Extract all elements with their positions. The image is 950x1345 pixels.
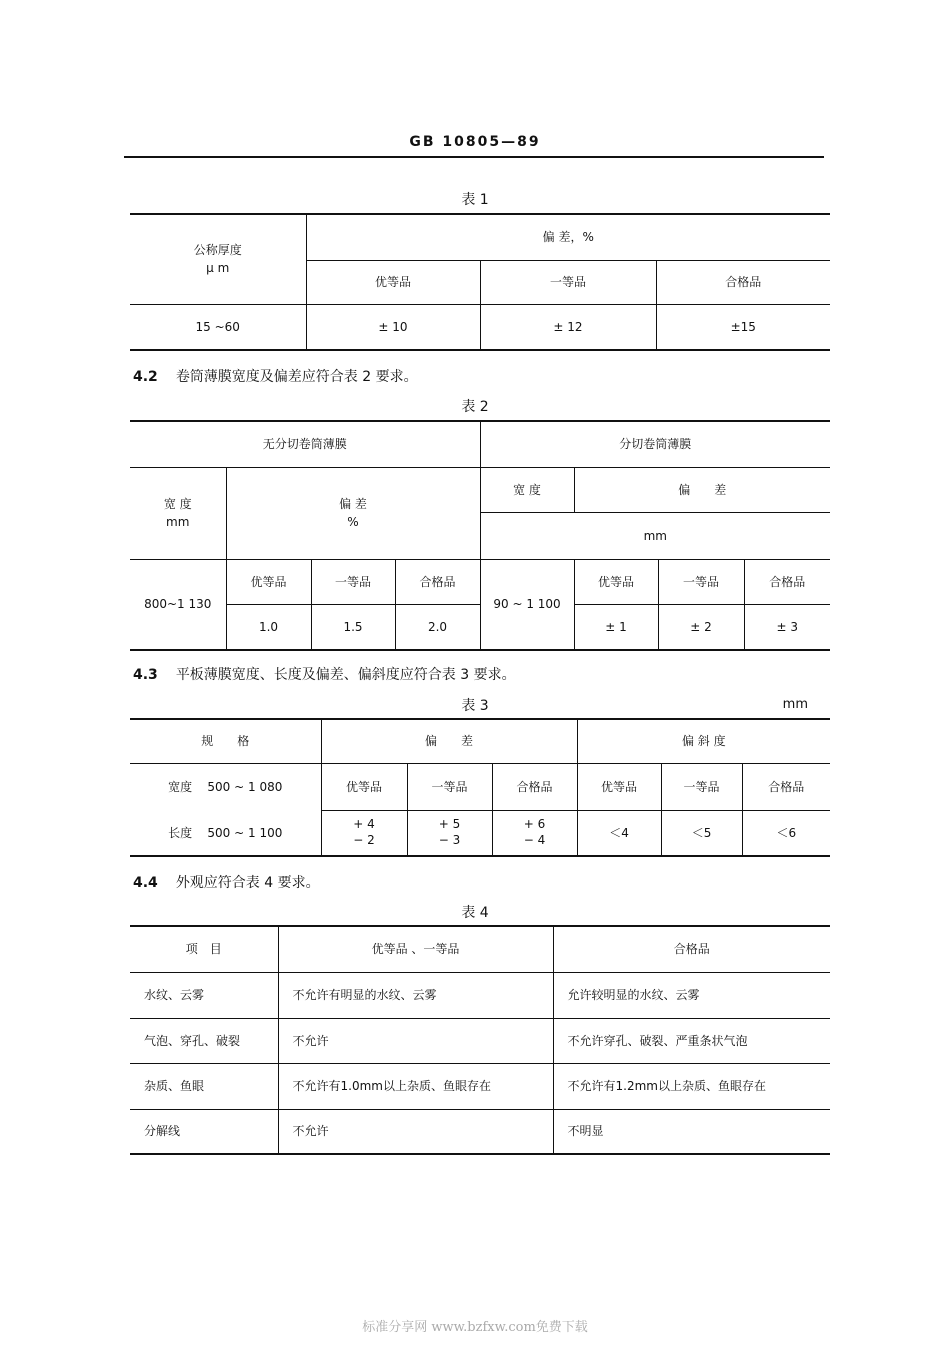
table3-dev-grade-qualified: 合格品 <box>492 763 577 810</box>
dev-minus: − 2 <box>353 832 375 847</box>
table2-width-label: 宽 度 <box>163 497 192 511</box>
table4-item: 水纹、云雾 <box>130 972 278 1018</box>
table3-skew-value-qualified: ＜6 <box>742 810 830 856</box>
table-row <box>130 1063 830 1109</box>
table1-deviation-header: 偏 差，% <box>306 214 830 260</box>
table4-premium-req: 不允许有1.0mm以上杂质、鱼眼存在 <box>278 1063 553 1109</box>
table4-item: 杂质、鱼眼 <box>130 1063 278 1109</box>
section-4-3-text: 平板薄膜宽度、长度及偏差、偏斜度应符合表 3 要求。 <box>175 667 516 683</box>
header-rule <box>124 156 824 158</box>
dev-plus: + 4 <box>353 817 375 832</box>
table4-premium-req: 不允许有明显的水纹、云雾 <box>278 972 553 1018</box>
section-4-2 <box>133 366 418 386</box>
table2-right-grade-first: 一等品 <box>658 559 744 604</box>
table-row <box>130 972 830 1018</box>
table1-caption: 表 1 <box>461 192 489 208</box>
table1-thickness-label: 公称厚度 <box>193 243 242 258</box>
standard-code-header: GB 10805—89 <box>409 134 541 150</box>
table4-header-qualified: 合格品 <box>553 926 830 972</box>
table3-length-label: 长度 <box>168 825 193 840</box>
section-4-3 <box>133 664 516 684</box>
table4-item: 分解线 <box>130 1109 278 1154</box>
table2-dev-header <box>226 467 480 559</box>
table3-length-range: 500 ~ 1 100 <box>207 825 283 840</box>
table4-qualified-req: 允许较明显的水纹、云雾 <box>553 972 830 1018</box>
table3-width-range: 500 ~ 1 080 <box>207 779 283 794</box>
table-4 <box>130 925 830 1155</box>
table3-dev-grade-premium: 优等品 <box>321 763 407 810</box>
table4-header-item: 项 目 <box>130 926 278 972</box>
section-4-2-text: 卷筒薄膜宽度及偏差应符合表 2 要求。 <box>175 369 418 385</box>
table1-value-first: ± 12 <box>480 304 656 350</box>
table4-header-premium-first: 优等品 、一等品 <box>278 926 553 972</box>
table2-right-dev-label: 偏 差 <box>574 467 830 512</box>
table1-grade-first: 一等品 <box>480 260 656 304</box>
table3-width-label: 宽度 <box>168 779 193 794</box>
table3-dev-value-premium <box>321 810 407 856</box>
table3-skew-header: 偏 斜 度 <box>577 719 830 763</box>
table2-right-unit: mm <box>480 512 830 559</box>
table2-right-grade-qualified: 合格品 <box>744 559 830 604</box>
table2-width-unit: mm <box>166 515 190 529</box>
dev-minus: − 3 <box>438 832 461 847</box>
table4-item: 气泡、穿孔、破裂 <box>130 1018 278 1063</box>
table4-caption: 表 4 <box>461 905 489 921</box>
table3-skew-grade-premium: 优等品 <box>577 763 661 810</box>
table3-spec-header: 规 格 <box>130 719 321 763</box>
table3-dev-grade-first: 一等品 <box>407 763 492 810</box>
table2-right-header: 分切卷筒薄膜 <box>480 421 830 467</box>
table3-dev-header: 偏 差 <box>321 719 577 763</box>
table2-left-grade-first: 一等品 <box>311 559 395 604</box>
table2-left-grade-qualified: 合格品 <box>395 559 480 604</box>
table1-range: 15 ~60 <box>130 304 306 350</box>
table2-dev-label: 偏 差 <box>339 497 367 511</box>
table2-width-header <box>130 467 226 559</box>
table1-value-premium: ± 10 <box>306 304 480 350</box>
table2-right-range: 90 ~ 1 100 <box>480 559 574 650</box>
table2-dev-unit: % <box>347 515 359 529</box>
table-1 <box>130 213 830 351</box>
dev-minus: − 4 <box>523 832 546 847</box>
table3-skew-value-premium: ＜4 <box>577 810 661 856</box>
table4-premium-req: 不允许 <box>278 1109 553 1154</box>
section-4-4-text: 外观应符合表 4 要求。 <box>175 875 320 891</box>
table2-left-range: 800~1 130 <box>130 559 226 650</box>
table2-left-value-qualified: 2.0 <box>395 604 480 650</box>
table2-right-grade-premium: 优等品 <box>574 559 658 604</box>
table1-value-qualified: ±15 <box>656 304 830 350</box>
table3-unit: mm <box>782 697 808 712</box>
table2-right-value-first: ± 2 <box>658 604 744 650</box>
table-2 <box>130 420 830 651</box>
table-row <box>130 1109 830 1154</box>
table3-width-row <box>130 763 321 810</box>
section-4-4-number: 4.4 <box>133 875 158 891</box>
table3-caption: 表 3 <box>461 698 489 714</box>
dev-plus: + 5 <box>438 817 461 832</box>
table4-qualified-req: 不允许穿孔、破裂、严重条状气泡 <box>553 1018 830 1063</box>
table2-left-value-premium: 1.0 <box>226 604 311 650</box>
table-3 <box>130 718 830 857</box>
table2-left-header: 无分切卷筒薄膜 <box>130 421 480 467</box>
table3-dev-value-qualified <box>492 810 577 856</box>
section-4-4 <box>133 872 320 892</box>
table1-grade-premium: 优等品 <box>306 260 480 304</box>
table2-left-value-first: 1.5 <box>311 604 395 650</box>
table3-length-row <box>130 810 321 856</box>
table1-thickness-unit: μ m <box>206 261 230 276</box>
table-row <box>130 1018 830 1063</box>
table2-caption: 表 2 <box>461 399 489 415</box>
watermark-footer: 标准分享网 www.bzfxw.com免费下载 <box>362 1320 588 1335</box>
table2-left-grade-premium: 优等品 <box>226 559 311 604</box>
table1-thickness-header <box>130 214 306 304</box>
table2-right-value-qualified: ± 3 <box>744 604 830 650</box>
table3-skew-grade-qualified: 合格品 <box>742 763 830 810</box>
table4-qualified-req: 不明显 <box>553 1109 830 1154</box>
table2-right-value-premium: ± 1 <box>574 604 658 650</box>
table4-premium-req: 不允许 <box>278 1018 553 1063</box>
table4-qualified-req: 不允许有1.2mm以上杂质、鱼眼存在 <box>553 1063 830 1109</box>
table3-skew-value-first: ＜5 <box>661 810 742 856</box>
section-4-2-number: 4.2 <box>133 369 158 385</box>
table2-right-width-label: 宽 度 <box>480 467 574 512</box>
table3-skew-grade-first: 一等品 <box>661 763 742 810</box>
dev-plus: + 6 <box>523 817 546 832</box>
table3-dev-value-first <box>407 810 492 856</box>
section-4-3-number: 4.3 <box>133 667 158 683</box>
table1-grade-qualified: 合格品 <box>656 260 830 304</box>
